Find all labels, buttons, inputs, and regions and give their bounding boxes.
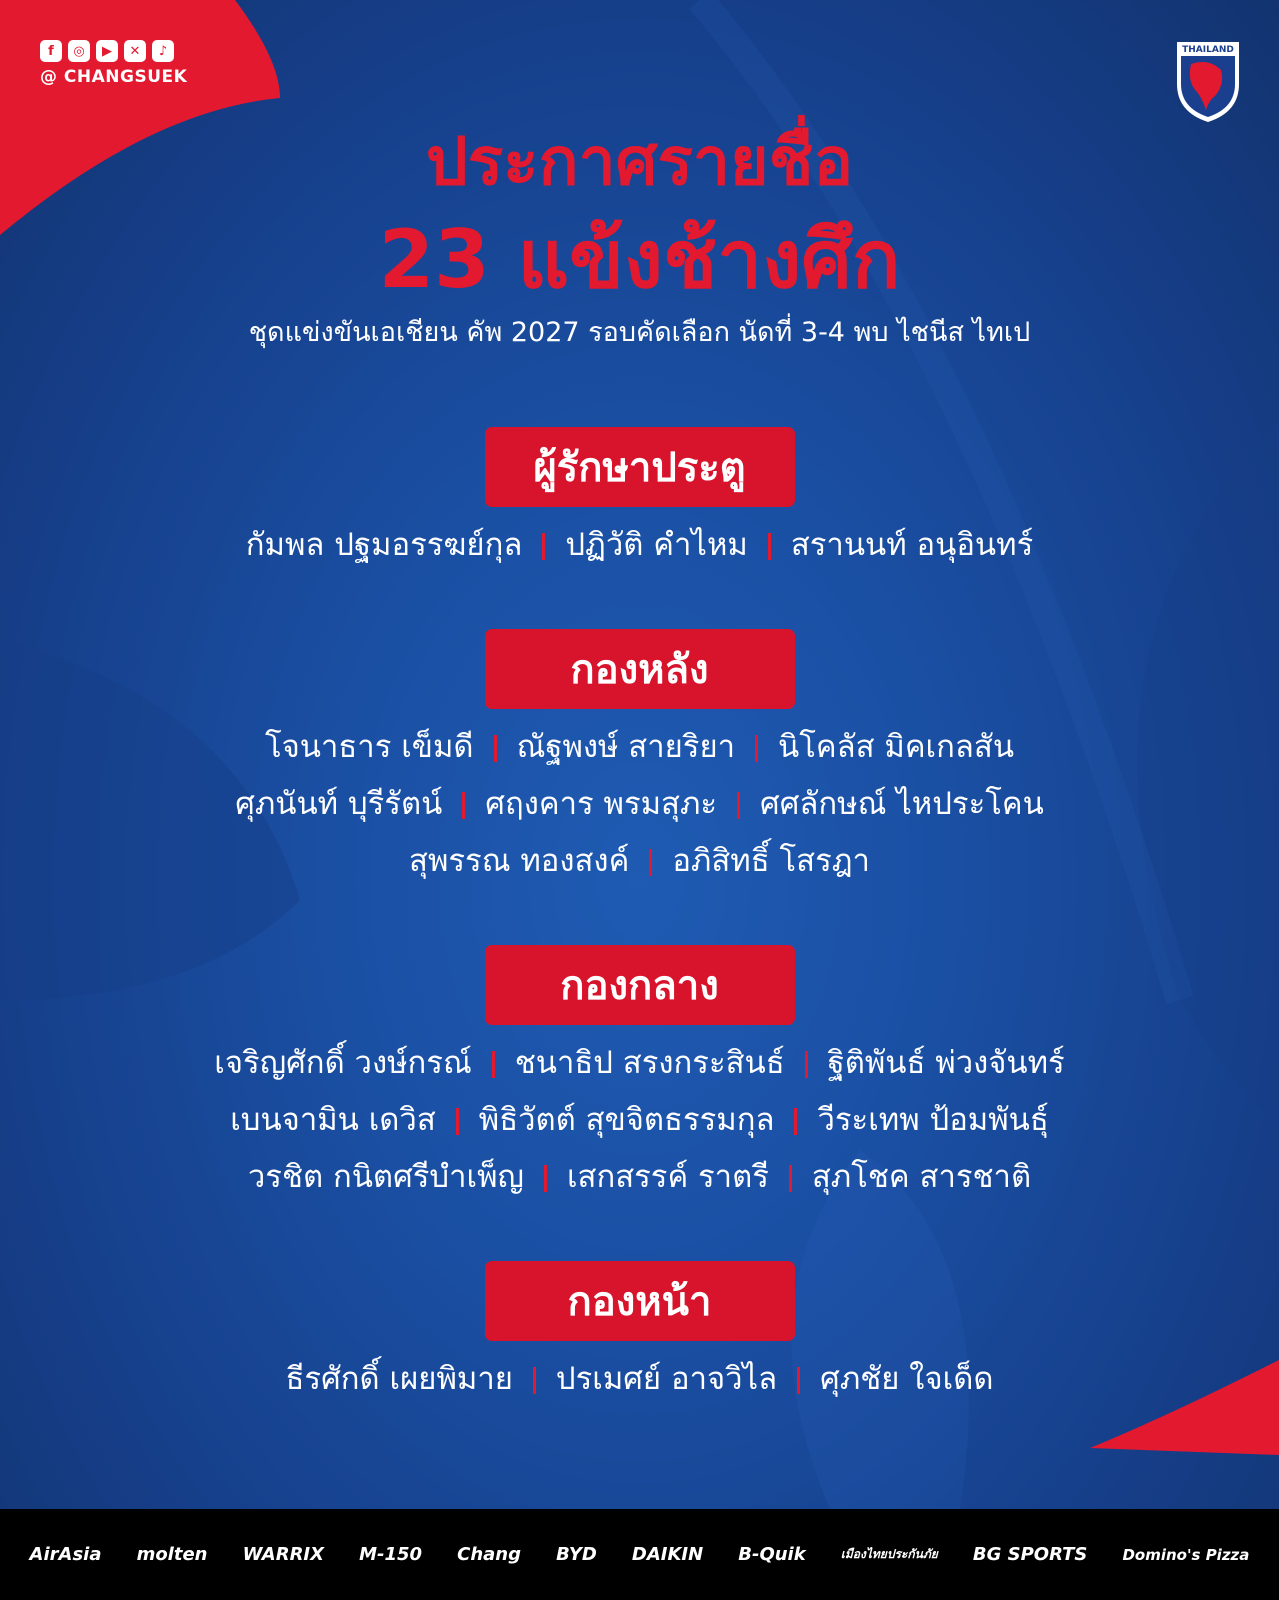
player-name: ศศลักษณ์ ไหประโคน bbox=[760, 786, 1044, 822]
social-icons bbox=[40, 40, 187, 62]
separator bbox=[494, 735, 497, 762]
player-row bbox=[0, 1092, 1279, 1149]
separator bbox=[797, 1367, 800, 1394]
separator bbox=[789, 1165, 792, 1192]
player-name: ณัฐพงษ์ สายริยา bbox=[516, 729, 736, 765]
tiktok-icon[interactable]: ♪ bbox=[152, 40, 174, 62]
player-row bbox=[0, 776, 1279, 833]
separator bbox=[755, 735, 758, 762]
separator bbox=[462, 792, 465, 819]
player-name: เจริญศักดิ์ วงษ์กรณ์ bbox=[214, 1045, 472, 1081]
section-goalkeepers bbox=[0, 427, 1279, 574]
social-block bbox=[40, 40, 187, 87]
player-name: สุภโชค สารชาติ bbox=[811, 1159, 1032, 1195]
player-name: นิโคลัส มิคเกลสัน bbox=[778, 729, 1015, 765]
sponsor-logo-airasia: AirAsia bbox=[29, 1544, 102, 1565]
player-name: พิธิวัตต์ สุขจิตธรรมกุล bbox=[478, 1102, 775, 1138]
player-name: กัมพล ปฐมอรรฆย์กุล bbox=[245, 527, 523, 563]
sponsor-logo-dominos: Domino's Pizza bbox=[1122, 1545, 1250, 1564]
sponsor-logo-bg-sports: BG SPORTS bbox=[972, 1544, 1088, 1565]
section-heading: กองกลาง bbox=[485, 945, 795, 1025]
player-name: ปฏิวัติ คำไหม bbox=[565, 527, 748, 563]
player-row bbox=[0, 517, 1279, 574]
separator bbox=[768, 533, 771, 560]
sponsor-logo-bquik: B-Quik bbox=[738, 1544, 806, 1565]
player-row bbox=[0, 1351, 1279, 1408]
sponsor-logo-warrix: WARRIX bbox=[242, 1544, 325, 1565]
player-row bbox=[0, 1035, 1279, 1092]
sponsor-logo-m150: M-150 bbox=[359, 1544, 423, 1565]
separator bbox=[544, 1165, 547, 1192]
section-defenders bbox=[0, 629, 1279, 890]
svg-text:THAILAND: THAILAND bbox=[1182, 45, 1234, 55]
section-heading: ผู้รักษาประตู bbox=[485, 427, 795, 507]
x-icon[interactable]: ✕ bbox=[124, 40, 146, 62]
sponsor-logo-muangthai: เมืองไทยประกันภัย bbox=[840, 1547, 938, 1561]
player-name: ศุภชัย ใจเด็ด bbox=[820, 1361, 994, 1397]
separator bbox=[533, 1367, 536, 1394]
player-name: ฐิติพันธ์ พ่วงจันทร์ bbox=[827, 1045, 1065, 1081]
player-name: ศฤงคาร พรมสุภะ bbox=[485, 786, 718, 822]
youtube-icon[interactable]: ▶ bbox=[96, 40, 118, 62]
subtitle: ชุดแข่งขันเอเชียน คัพ 2027 รอบคัดเลือก นัดที่ 3-4 พบ ไชนีส ไทเป bbox=[248, 317, 1031, 348]
player-name: ศุภนันท์ บุรีรัตน์ bbox=[235, 786, 443, 822]
facebook-icon[interactable]: f bbox=[40, 40, 62, 62]
sponsor-logo-chang: Chang bbox=[457, 1544, 522, 1565]
separator bbox=[542, 533, 545, 560]
sponsor-logo-byd: BYD bbox=[556, 1544, 597, 1565]
sponsor-logo-molten: molten bbox=[136, 1544, 208, 1565]
fat-thailand-crest-logo bbox=[1175, 38, 1241, 124]
separator bbox=[805, 1051, 808, 1078]
title-line-2: 23 แข้งช้างศึก bbox=[378, 213, 901, 306]
sponsor-logo-daikin: DAIKIN bbox=[631, 1544, 704, 1565]
section-forwards bbox=[0, 1261, 1279, 1408]
separator bbox=[649, 849, 652, 876]
player-name: โจนาธาร เข็มดี bbox=[264, 729, 474, 765]
title-line-1: ประกาศรายชื่อ bbox=[425, 123, 854, 200]
separator bbox=[456, 1108, 459, 1135]
separator bbox=[492, 1051, 495, 1078]
player-name: ธีรศักดิ์ เผยพิมาย bbox=[285, 1361, 513, 1397]
player-name: ชนาธิป สรงกระสินธ์ bbox=[514, 1045, 785, 1081]
separator bbox=[737, 792, 740, 819]
player-name: สุพรรณ ทองสงค์ bbox=[409, 843, 630, 879]
separator bbox=[794, 1108, 797, 1135]
player-name: วีระเทพ ป้อมพันธุ์ bbox=[817, 1102, 1049, 1138]
section-heading: กองหลัง bbox=[485, 629, 795, 709]
player-name: สรานนท์ อนุอินทร์ bbox=[790, 527, 1034, 563]
player-row bbox=[0, 719, 1279, 776]
section-midfielders bbox=[0, 945, 1279, 1206]
instagram-icon[interactable]: ◎ bbox=[68, 40, 90, 62]
section-heading: กองหน้า bbox=[485, 1261, 795, 1341]
player-row bbox=[0, 833, 1279, 890]
player-row bbox=[0, 1149, 1279, 1206]
player-name: เบนจามิน เดวิส bbox=[230, 1102, 436, 1138]
sponsor-bar bbox=[0, 1509, 1279, 1600]
player-name: เสกสรรค์ ราตรี bbox=[566, 1159, 769, 1195]
player-name: ปรเมศย์ อาจวิไล bbox=[555, 1361, 778, 1397]
social-handle: @ CHANGSUEK bbox=[40, 67, 188, 87]
player-name: อภิสิทธิ์ โสรฎา bbox=[672, 843, 870, 879]
player-name: วรชิต กนิตศรีบำเพ็ญ bbox=[247, 1159, 524, 1195]
